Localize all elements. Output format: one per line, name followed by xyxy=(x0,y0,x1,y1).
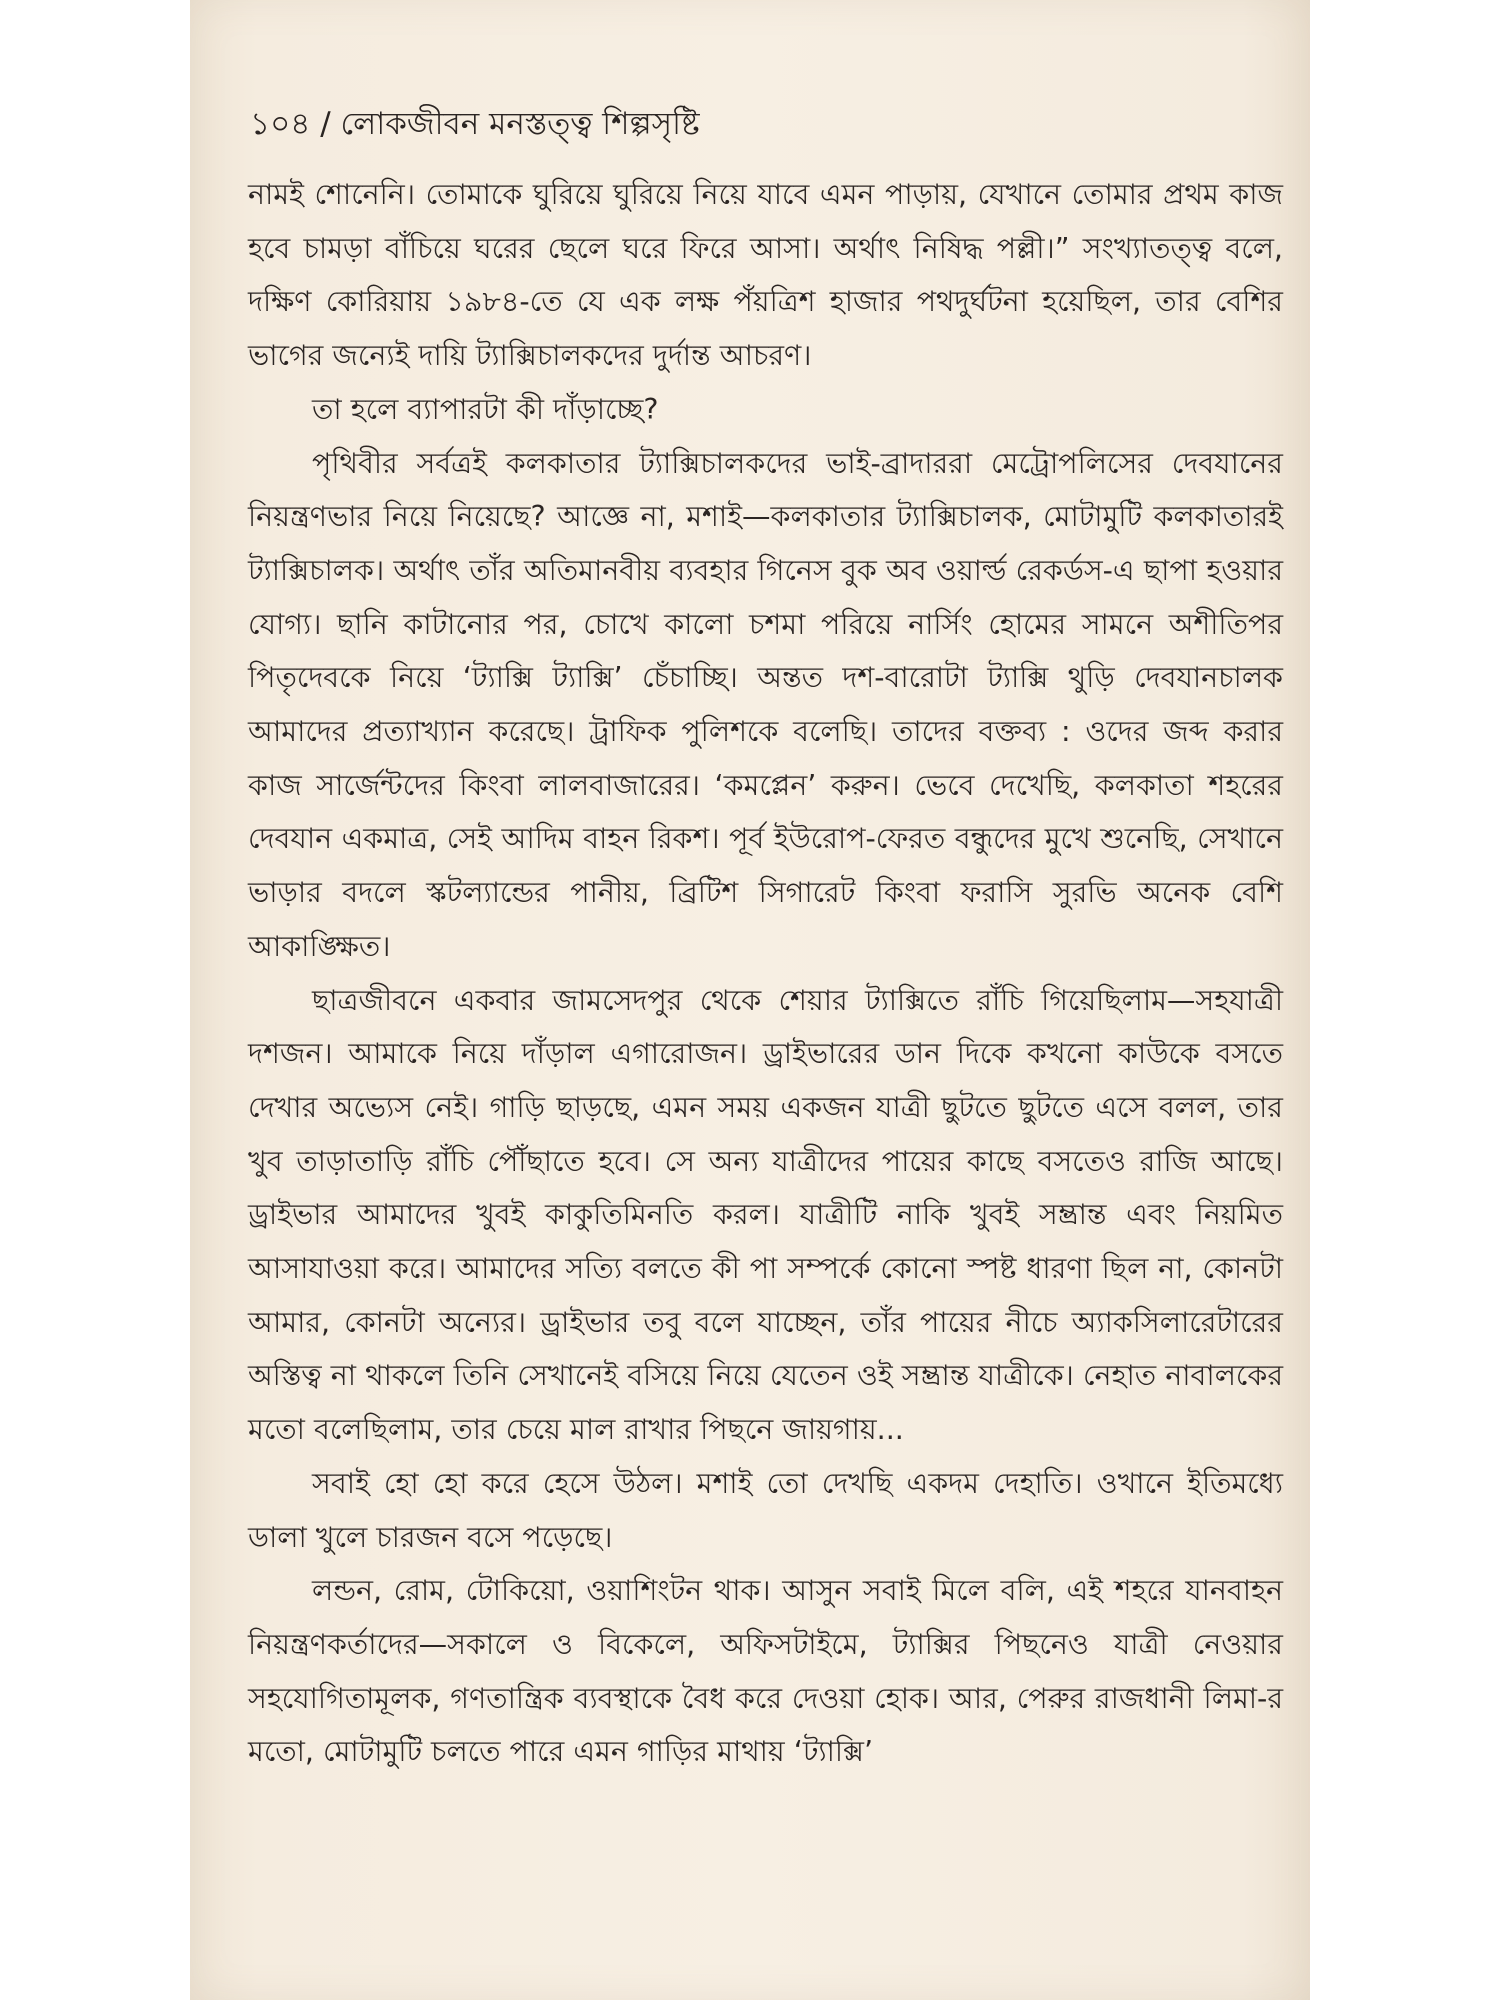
paragraph-1: নামই শোনেনি। তোমাকে ঘুরিয়ে ঘুরিয়ে নিয়ে যাবে এমন পাড়ায়, যেখানে তোমার প্রথম কাজ হবে চামড়া বাঁচিয়ে ঘরের ছেলে ঘরে ফিরে আসা। অর্থাৎ নিষিদ্ধ পল্লী।” সংখ্যাতত্ত্ব বলে, দক্ষিণ কোরিয়ায় ১৯৮৪-তে যে এক লক্ষ পঁয়ত্রিশ হাজার পথদুর্ঘটনা হয়েছিল, তার বেশির ভাগের জন্যেই দায়ি ট্যাক্সিচালকদের দুর্দান্ত আচরণ। xyxy=(248,178,1283,373)
paragraph-3: পৃথিবীর সর্বত্রই কলকাতার ট্যাক্সিচালকদের ভাই-ব্রাদাররা মেট্রোপলিসের দেবযানের নিয়ন্ত্রণভার নিয়ে নিয়েছে? আজ্ঞে না, মশাই—কলকাতার ট্যাক্সিচালক, মোটামুটি কলকাতারই ট্যাক্সিচালক। অর্থাৎ তাঁর অতিমানবীয় ব্যবহার গিনেস বুক অব ওয়ার্ল্ড রেকর্ডস-এ ছাপা হওয়ার যোগ্য। ছানি কাটানোর পর, চোখে কালো চশমা পরিয়ে নার্সিং হোমের সামনে অশীতিপর পিতৃদেবকে নিয়ে ‘ট্যাক্সি ট্যাক্সি’ চেঁচাচ্ছি। অন্তত দশ-বারোটা ট্যাক্সি থুড়ি দেবযানচালক আমাদের প্রত্যাখ্যান করেছে। ট্রাফিক পুলিশকে বলেছি। তাদের বক্তব্য : ওদের জব্দ করার কাজ সার্জেন্টদের কিংবা লালবাজারের। ‘কমপ্লেন’ করুন। ভেবে দেখেছি, কলকাতা শহরের দেবযান একমাত্র, সেই আদিম বাহন রিকশ। পূর্ব ইউরোপ-ফেরত বন্ধুদের মুখে শুনেছি, সেখানে ভাড়ার বদলে স্কটল্যান্ডের পানীয়, ব্রিটিশ সিগারেট কিংবা ফরাসি সুরভি অনেক বেশি আকাঙ্ক্ষিত। xyxy=(248,446,1283,963)
paragraph-2: তা হলে ব্যাপারটা কী দাঁড়াচ্ছে? xyxy=(312,392,659,426)
book-page xyxy=(190,0,1310,2000)
body-text xyxy=(248,168,1283,1779)
paragraph-6: লন্ডন, রোম, টোকিয়ো, ওয়াশিংটন থাক। আসুন সবাই মিলে বলি, এই শহরে যানবাহন নিয়ন্ত্রণকর্তাদের—সকালে ও বিকেলে, অফিসটাইমে, ট্যাক্সির পিছনেও যাত্রী নেওয়ার সহযোগিতামূলক, গণতান্ত্রিক ব্যবস্থাকে বৈধ করে দেওয়া হোক। আর, পেরুর রাজধানী লিমা-র মতো, মোটামুটি চলতে পারে এমন গাড়ির মাথায় ‘ট্যাক্সি’ xyxy=(248,1574,1283,1769)
paragraph-4: ছাত্রজীবনে একবার জামসেদপুর থেকে শেয়ার ট্যাক্সিতে রাঁচি গিয়েছিলাম—সহযাত্রী দশজন। আমাকে নিয়ে দাঁড়াল এগারোজন। ড্রাইভারের ডান দিকে কখনো কাউকে বসতে দেখার অভ্যেস নেই। গাড়ি ছাড়ছে, এমন সময় একজন যাত্রী ছুটতে ছুটতে এসে বলল, তার খুব তাড়াতাড়ি রাঁচি পৌঁছাতে হবে। সে অন্য যাত্রীদের পায়ের কাছে বসতেও রাজি আছে। ড্রাইভার আমাদের খুবই কাকুতিমিনতি করল। যাত্রীটি নাকি খুবই সম্ভ্রান্ত এবং নিয়মিত আসাযাওয়া করে। আমাদের সত্যি বলতে কী পা সম্পর্কে কোনো স্পষ্ট ধারণা ছিল না, কোনটা আমার, কোনটা অন্যের। ড্রাইভার তবু বলে যাচ্ছেন, তাঁর পায়ের নীচে অ্যাকসিলারেটারের অস্তিত্ব না থাকলে তিনি সেখানেই বসিয়ে নিয়ে যেতেন ওই সম্ভ্রান্ত যাত্রীকে। নেহাত নাবালকের মতো বলেছিলাম, তার চেয়ে মাল রাখার পিছনে জায়গায়... xyxy=(248,983,1283,1447)
paragraph-5: সবাই হো হো করে হেসে উঠল। মশাই তো দেখছি একদম দেহাতি। ওখানে ইতিমধ্যে ডালা খুলে চারজন বসে পড়েছে। xyxy=(248,1466,1283,1554)
page-header: ১০৪ / লোকজীবন মনস্তত্ত্ব শিল্পসৃষ্টি xyxy=(250,106,700,142)
